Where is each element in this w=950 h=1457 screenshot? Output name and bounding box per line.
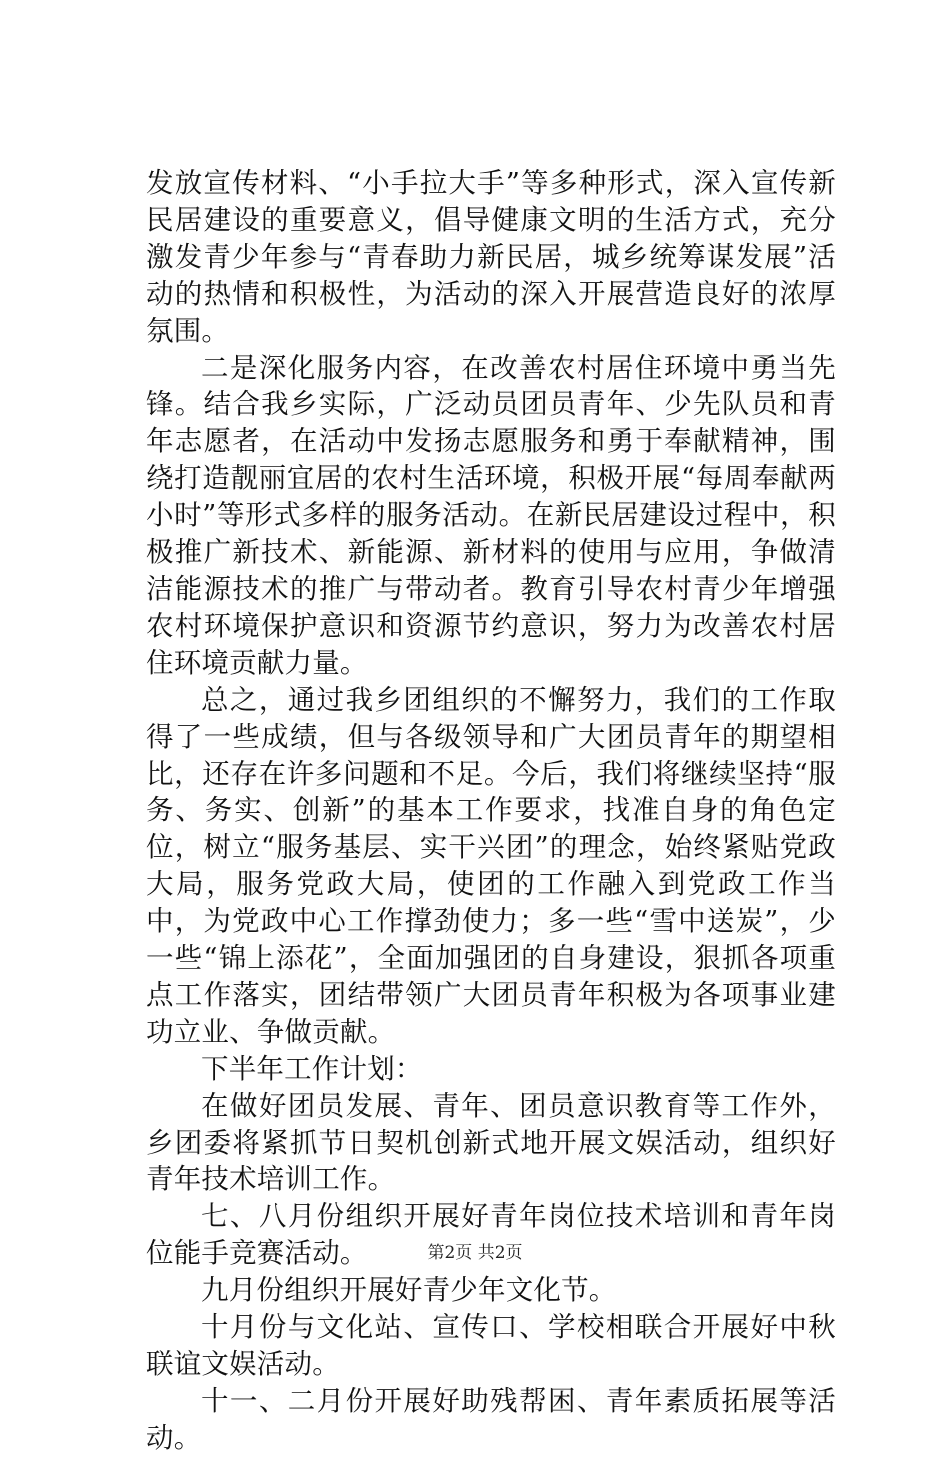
paragraph-8: 十月份与文化站、宣传口、学校相联合开展好中秋联谊文娱活动。 <box>146 1311 836 1380</box>
page-footer: 第2页 共2页 <box>427 1243 523 1263</box>
paragraph-4: 下半年工作计划： <box>201 1052 423 1085</box>
paragraph-2: 二是深化服务内容，在改善农村居住环境中勇当先锋。结合我乡实际，广泛动员团员青年、少先队员和青年志愿者，在活动中发扬志愿服务和勇于奉献精神，围绕打造靓丽宜居的农村生活环境，积极开展“每周奉献两小时”等形式多样的服务活动。在新民居建设过程中，积极推广新技术、新能源、新材料的使用与应用，争做清洁能源技术的推广与带动者。教育引导农村青少年增强农村环境保护意识和资源节约意识，努力为改善农村居住环境贡献力量。 <box>146 351 836 679</box>
paragraph-3: 总之，通过我乡团组织的不懈努力，我们的工作取得了一些成绩，但与各级领导和广大团员青年的期望相比，还存在许多问题和不足。今后，我们将继续坚持“服务、务实、创新”的基本工作要求，找准自身的角色定位，树立“服务基层、实干兴团”的理念，始终紧贴党政大局，服务党政大局，使团的工作融入到党政工作当中，为党政中心工作撑劲使力；多一些“雪中送炭”，少一些“锦上添花”，全面加强团的自身建设，狠抓各项重点工作落实，团结带领广大团员青年积极为各项事业建功立业、争做贡献。 <box>146 683 836 1048</box>
paragraph-7: 九月份组织开展好青少年文化节。 <box>201 1274 617 1307</box>
paragraph-9: 十一、二月份开展好助残帮困、青年素质拓展等活动。 <box>146 1384 836 1454</box>
paragraph-6: 七、八月份组织开展好青年岗位技术培训和青年岗位能手竞赛活动。 <box>146 1200 836 1270</box>
paragraph-5: 在做好团员发展、青年、团员意识教育等工作外，乡团委将紧抓节日契机创新式地开展文娱活动，组织好青年技术培训工作。 <box>146 1089 836 1196</box>
paragraph-1: 发放宣传材料、“小手拉大手”等多种形式，深入宣传新民居建设的重要意义，倡导健康文明的生活方式，充分激发青少年参与“青春助力新民居，城乡统筹谋发展”活动的热情和积极性，为活动的深入开展营造良好的浓厚氛围。 <box>146 167 836 347</box>
